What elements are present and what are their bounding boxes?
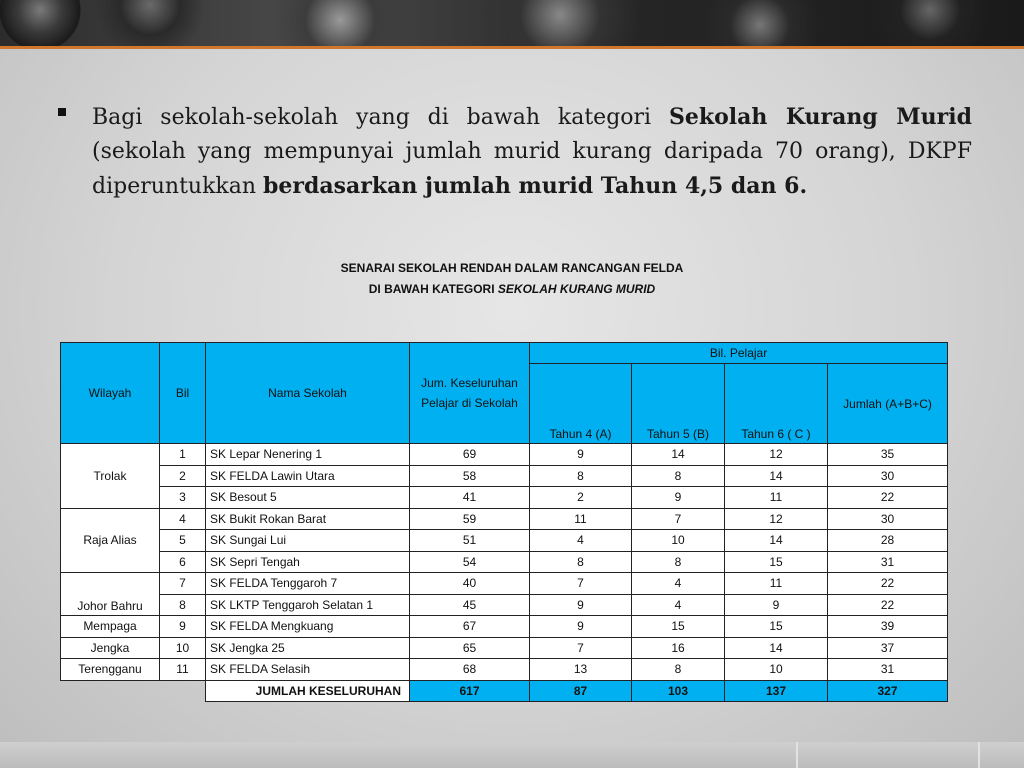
bullet-text-bold2: berdasarkan jumlah murid Tahun 4,5 dan 6.: [263, 173, 808, 199]
cell-jumlah-abc: 30: [828, 508, 948, 530]
table-row: [61, 444, 948, 466]
cell-bil: 1: [160, 444, 206, 466]
cell-tahun-4: 7: [530, 573, 632, 595]
cell-bil: 2: [160, 465, 206, 487]
cell-nama-sekolah: SK FELDA Lawin Utara: [206, 465, 410, 487]
cell-tahun-6: 12: [725, 444, 828, 466]
table-title-line2-prefix: DI BAWAH KATEGORI: [368, 282, 498, 296]
cell-jumlah-abc: 22: [828, 594, 948, 616]
cell-bil: 8: [160, 594, 206, 616]
table-row: [61, 659, 948, 681]
cell-jumlah-pelajar: 68: [410, 659, 530, 681]
cell-tahun-4: 4: [530, 530, 632, 552]
cell-jumlah-abc: 31: [828, 659, 948, 681]
cell-jumlah-abc: 37: [828, 637, 948, 659]
cell-nama-sekolah: SK FELDA Selasih: [206, 659, 410, 681]
cell-tahun-5: 9: [632, 487, 725, 509]
cell-bil: 5: [160, 530, 206, 552]
table-row: [61, 616, 948, 638]
total-jumlah-pelajar: 617: [410, 680, 530, 702]
cell-tahun-4: 9: [530, 594, 632, 616]
cell-tahun-4: 8: [530, 551, 632, 573]
header-tahun-4: Tahun 4 (A): [530, 364, 632, 444]
cell-nama-sekolah: SK Besout 5: [206, 487, 410, 509]
table-row: [61, 551, 948, 573]
cell-bil: 11: [160, 659, 206, 681]
total-tahun-4: 87: [530, 680, 632, 702]
cell-wilayah: Raja Alias: [61, 508, 160, 573]
square-bullet-icon: [58, 108, 66, 116]
cell-tahun-5: 4: [632, 573, 725, 595]
cell-tahun-6: 9: [725, 594, 828, 616]
table-title-line2-italic: SEKOLAH KURANG MURID: [497, 282, 656, 296]
cell-jumlah-pelajar: 69: [410, 444, 530, 466]
cell-tahun-5: 8: [632, 551, 725, 573]
cell-nama-sekolah: SK FELDA Tenggaroh 7: [206, 573, 410, 595]
cell-jumlah-abc: 30: [828, 465, 948, 487]
header-bil-pelajar: Bil. Pelajar: [530, 343, 948, 364]
school-table: [60, 342, 948, 702]
table-title-line1: SENARAI SEKOLAH RENDAH DALAM RANCANGAN FELDA: [340, 261, 684, 275]
header-nama-sekolah: Nama Sekolah: [206, 343, 410, 444]
header-bil: Bil: [160, 343, 206, 444]
total-tahun-6: 137: [725, 680, 828, 702]
table-row: [61, 508, 948, 530]
cell-wilayah: Terengganu: [61, 659, 160, 681]
cell-tahun-6: 14: [725, 465, 828, 487]
cell-jumlah-pelajar: 67: [410, 616, 530, 638]
decorative-footer: [0, 742, 1024, 768]
cell-bil: 4: [160, 508, 206, 530]
cell-tahun-5: 16: [632, 637, 725, 659]
cell-wilayah: Jengka: [61, 637, 160, 659]
footer-panel: [796, 742, 978, 768]
cell-nama-sekolah: SK FELDA Mengkuang: [206, 616, 410, 638]
cell-tahun-4: 9: [530, 444, 632, 466]
cell-nama-sekolah: SK Jengka 25: [206, 637, 410, 659]
cell-wilayah: Trolak: [61, 444, 160, 509]
bullet-text: [92, 100, 972, 204]
total-blank: [61, 680, 206, 702]
footer-panel: [978, 742, 1024, 768]
cell-tahun-4: 2: [530, 487, 632, 509]
header-jumlah-abc: Jumlah (A+B+C): [828, 364, 948, 444]
cell-tahun-6: 10: [725, 659, 828, 681]
cell-tahun-6: 14: [725, 637, 828, 659]
cell-jumlah-abc: 35: [828, 444, 948, 466]
cell-bil: 6: [160, 551, 206, 573]
total-jumlah-abc: 327: [828, 680, 948, 702]
cell-nama-sekolah: SK Sungai Lui: [206, 530, 410, 552]
cell-tahun-6: 12: [725, 508, 828, 530]
cell-tahun-4: 13: [530, 659, 632, 681]
table-row: [61, 487, 948, 509]
cell-tahun-6: 11: [725, 487, 828, 509]
cell-jumlah-abc: 31: [828, 551, 948, 573]
cell-tahun-4: 7: [530, 637, 632, 659]
header-jumlah-keseluruhan: Jum. Keseluruhan Pelajar di Sekolah: [410, 343, 530, 444]
cell-jumlah-abc: 28: [828, 530, 948, 552]
header-tahun-5: Tahun 5 (B): [632, 364, 725, 444]
bullet-text-part1: Bagi sekolah-sekolah yang di bawah kategori: [92, 105, 669, 130]
cell-jumlah-abc: 22: [828, 487, 948, 509]
cell-jumlah-pelajar: 45: [410, 594, 530, 616]
bullet-point: [58, 100, 972, 204]
cell-nama-sekolah: SK Sepri Tengah: [206, 551, 410, 573]
cell-tahun-5: 15: [632, 616, 725, 638]
cell-jumlah-pelajar: 65: [410, 637, 530, 659]
cell-tahun-5: 14: [632, 444, 725, 466]
cell-nama-sekolah: SK Lepar Nenering 1: [206, 444, 410, 466]
cell-jumlah-pelajar: 54: [410, 551, 530, 573]
header-wilayah: Wilayah: [61, 343, 160, 444]
cell-bil: 7: [160, 573, 206, 595]
cell-tahun-5: 8: [632, 465, 725, 487]
total-label: JUMLAH KESELURUHAN: [206, 680, 410, 702]
cell-tahun-6: 15: [725, 616, 828, 638]
cell-jumlah-pelajar: 58: [410, 465, 530, 487]
cell-tahun-6: 15: [725, 551, 828, 573]
cell-nama-sekolah: SK Bukit Rokan Barat: [206, 508, 410, 530]
cell-bil: 10: [160, 637, 206, 659]
header-tahun-6: Tahun 6 ( C ): [725, 364, 828, 444]
cell-jumlah-pelajar: 41: [410, 487, 530, 509]
cell-jumlah-abc: 22: [828, 573, 948, 595]
cell-tahun-5: 4: [632, 594, 725, 616]
cell-tahun-5: 8: [632, 659, 725, 681]
cell-tahun-5: 7: [632, 508, 725, 530]
bullet-text-bold1: Sekolah Kurang Murid: [668, 104, 972, 130]
table-row: [61, 594, 948, 616]
table-row: [61, 465, 948, 487]
bullet-text-part2: (sekolah yang mempunyai jumlah murid kurang daripada 70 orang), DKPF diperuntukkan: [92, 139, 972, 199]
cell-bil: 9: [160, 616, 206, 638]
total-row: [61, 680, 948, 702]
cell-tahun-5: 10: [632, 530, 725, 552]
cell-jumlah-pelajar: 40: [410, 573, 530, 595]
cell-bil: 3: [160, 487, 206, 509]
cell-wilayah: Johor Bahru: [61, 573, 160, 616]
cell-tahun-6: 11: [725, 573, 828, 595]
header-accent-rule: [0, 46, 1024, 49]
cell-tahun-4: 11: [530, 508, 632, 530]
total-tahun-5: 103: [632, 680, 725, 702]
cell-jumlah-pelajar: 51: [410, 530, 530, 552]
table-title-line2: [0, 282, 1024, 296]
table-row: [61, 573, 948, 595]
cell-wilayah: Mempaga: [61, 616, 160, 638]
cell-tahun-4: 9: [530, 616, 632, 638]
decorative-header-image: [0, 0, 1024, 46]
cell-jumlah-pelajar: 59: [410, 508, 530, 530]
cell-nama-sekolah: SK LKTP Tenggaroh Selatan 1: [206, 594, 410, 616]
cell-tahun-4: 8: [530, 465, 632, 487]
cell-jumlah-abc: 39: [828, 616, 948, 638]
cell-tahun-6: 14: [725, 530, 828, 552]
table-row: [61, 530, 948, 552]
table-row: [61, 637, 948, 659]
